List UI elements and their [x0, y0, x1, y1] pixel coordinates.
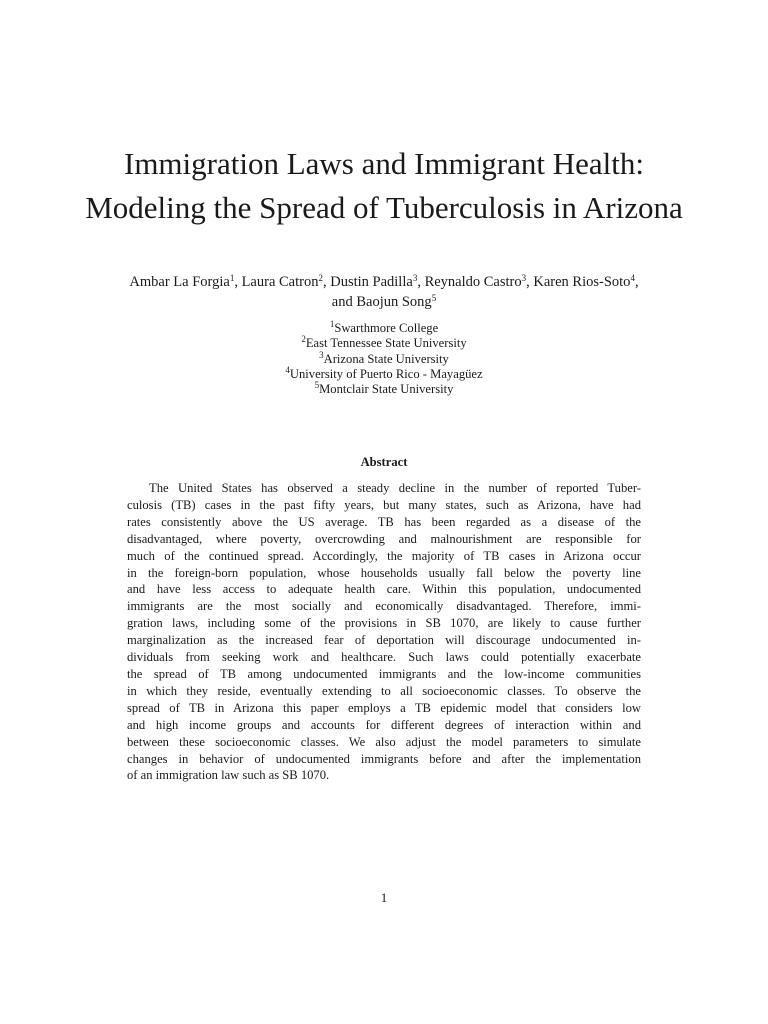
affiliation: $^3$Arizona State University — [319, 349, 449, 366]
abstract-line: changes in behavior of undocumented immigrants before and after the implementation — [127, 751, 641, 766]
affiliation: $^2$East Tennessee State University — [301, 334, 467, 351]
author: Laura Catron$^2$, — [241, 273, 331, 290]
abstract-line: and have less access to adequate health care. Within this population, undocumented — [127, 582, 641, 597]
author: and Baojun Song$^5$ — [331, 293, 437, 310]
abstract-line: rates consistently above the US average. TB has been regarded as a disease of the — [127, 514, 641, 529]
abstract-line: the spread of TB among undocumented immigrants and the low-income communities — [127, 666, 641, 681]
page-number: 1 — [380, 890, 388, 905]
author: Dustin Padilla$^3$, — [330, 273, 425, 290]
abstract-line: The United States has observed a steady decline in the number of reported Tuber- — [149, 481, 641, 495]
abstract-line: of an immigration law such as SB 1070. — [127, 768, 330, 783]
abstract-heading: Abstract — [360, 455, 408, 469]
abstract-line: culosis (TB) cases in the past fifty years, but many states, such as Arizona, have had — [127, 497, 641, 512]
affiliation: $^5$Montclair State University — [314, 380, 454, 397]
abstract-line: dividuals from seeking work and healthcare. Such laws could potentially exacerbate — [127, 650, 641, 665]
affiliation: $^1$Swarthmore College — [329, 319, 439, 335]
paper-title: Immigration Laws and Immigrant Health: Modeling the Spread of Tuberculosis in Arizona — [85, 146, 683, 225]
abstract-line: much of the continued spread. Accordingly, the majority of TB cases in Arizona occur — [127, 548, 641, 563]
abstract-line: gration laws, including some of the provisions in SB 1070, are likely to cause further — [127, 616, 641, 631]
abstract-line: and high income groups and accounts for different degrees of interaction within and — [127, 717, 641, 732]
abstract-line: between these socioeconomic classes. We also adjust the model parameters to simulate — [127, 734, 641, 749]
author-list — [60, 272, 708, 312]
abstract-line: spread of TB in Arizona this paper employs a TB epidemic model that considers low — [127, 700, 641, 715]
abstract-line: disadvantaged, where poverty, overcrowding and malnourishment are responsible for — [127, 531, 641, 546]
author: Ambar La Forgia$^1$, — [129, 273, 242, 290]
abstract-line: in which they reside, eventually extending to all socioeconomic classes. To observe the — [127, 683, 641, 698]
abstract-line: immigrants are the most socially and economically disadvantaged. Therefore, immi- — [127, 599, 641, 614]
author: Reynaldo Castro$^3$, — [424, 273, 534, 290]
affiliation-list — [184, 321, 584, 397]
abstract-body — [127, 480, 641, 784]
abstract-line: marginalization as the increased fear of deportation will discourage undocumented in- — [127, 633, 641, 648]
author: Karen Rios-Soto$^4$, — [533, 273, 639, 290]
affiliation: $^4$University of Puerto Rico - Mayagüez — [285, 364, 483, 381]
abstract-line: in the foreign-born population, whose households usually fall below the poverty line — [127, 565, 641, 580]
